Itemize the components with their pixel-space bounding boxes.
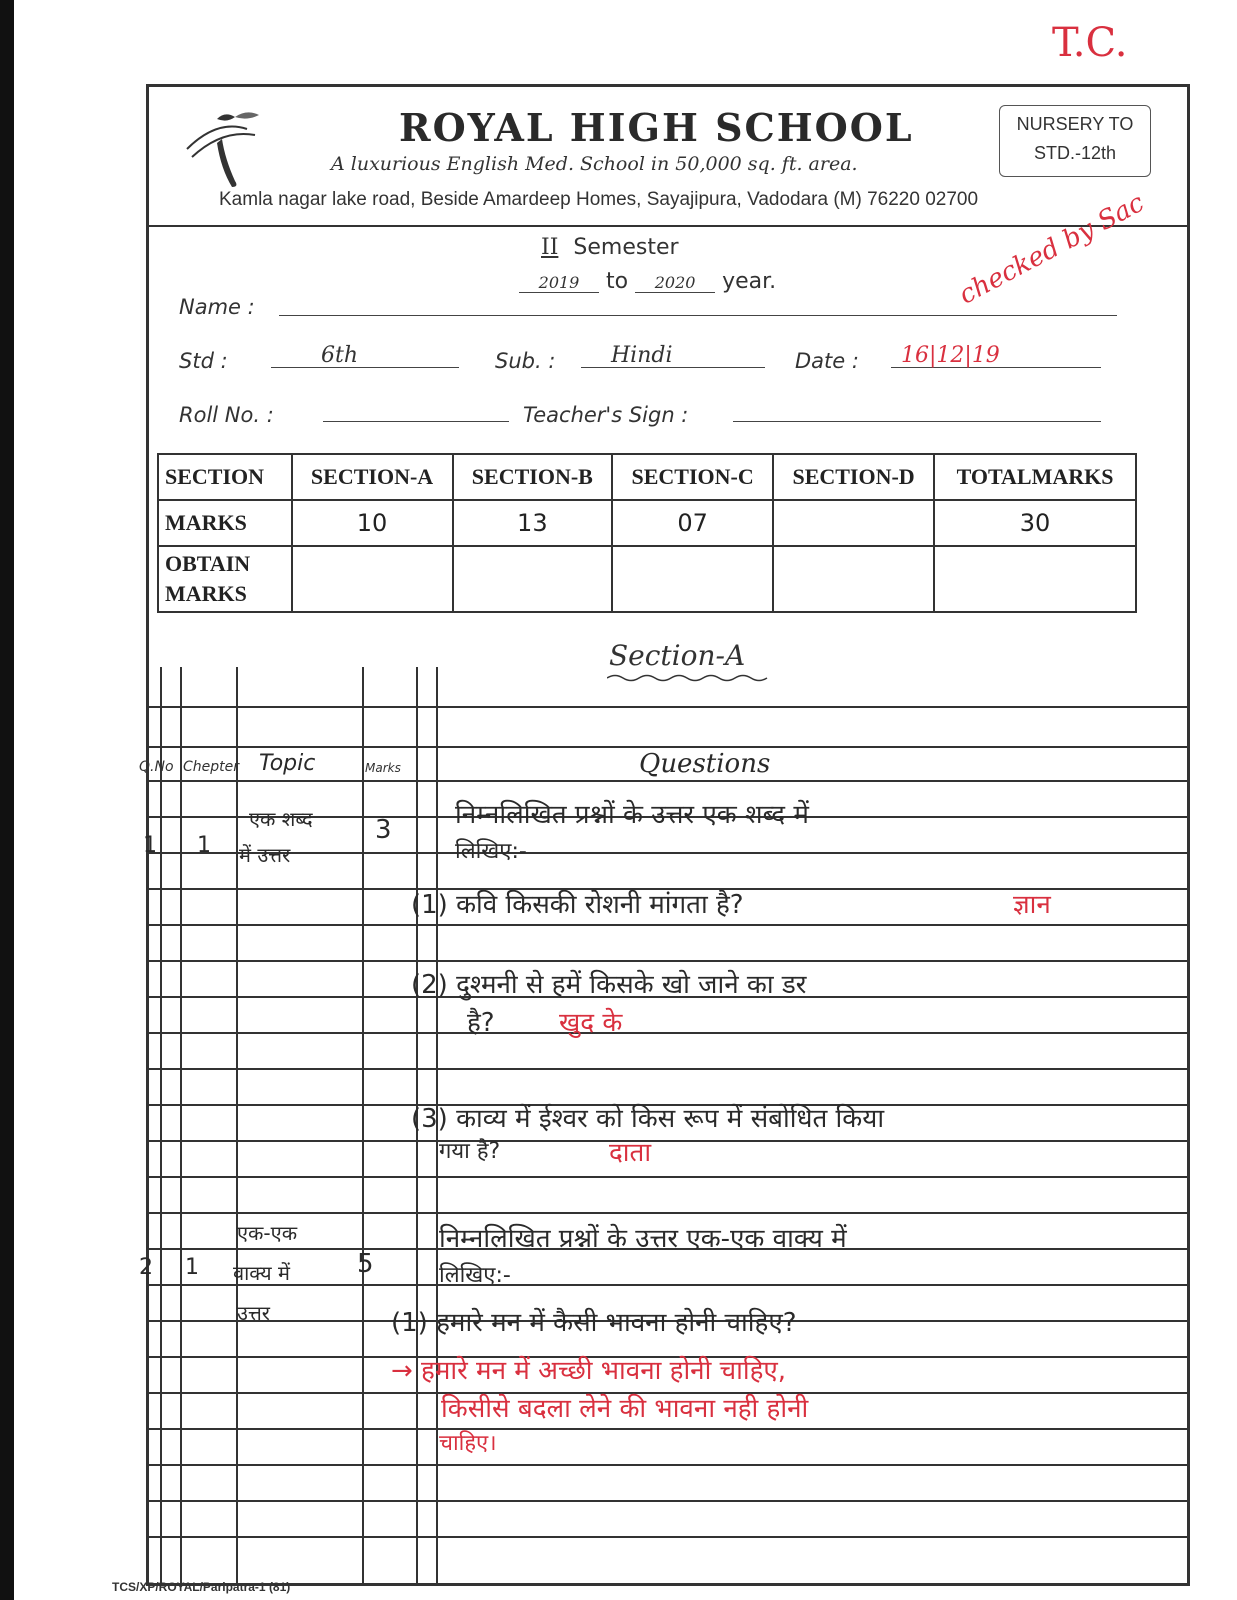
section-title: Section-A <box>609 639 746 672</box>
q2-topic-line3: उत्तर <box>237 1301 270 1325</box>
scan-edge <box>0 0 14 1600</box>
marks-cell <box>773 500 934 546</box>
form-code: TCS/XP/ROYAL/Paripatra-1 (81) <box>112 1580 291 1594</box>
year-to-label: to <box>606 269 629 294</box>
marks-header-cell: TOTALMARKS <box>934 454 1136 500</box>
chapter-header: Chepter <box>183 759 240 775</box>
q2-answer-line1: → हमारे मन में अच्छी भावना होनी चाहिए, <box>391 1356 787 1386</box>
q2-chapter: 1 <box>185 1255 199 1280</box>
marks-row <box>158 500 1136 546</box>
marks-header-cell: SECTION <box>158 454 292 500</box>
obtained-cell[interactable] <box>934 546 1136 612</box>
std-label: Std : <box>179 349 228 373</box>
marks-cell: 10 <box>292 500 453 546</box>
q1-topic-line2: में उत्तर <box>239 843 291 867</box>
date-field[interactable]: 16|12|19 <box>891 343 1101 368</box>
year-label: year. <box>722 269 777 294</box>
roll-field[interactable] <box>323 397 509 422</box>
year-from: 2019 <box>519 273 599 293</box>
subject-field[interactable]: Hindi <box>581 343 765 368</box>
q1-answer3: दाता <box>609 1138 652 1168</box>
teacher-sign-label: Teacher's Sign : <box>523 403 689 427</box>
q2-answer-line2: किसीसे बदला लेने की भावना नही होनी <box>441 1394 809 1424</box>
year-to: 2020 <box>635 273 715 293</box>
semester-number: II <box>541 235 559 260</box>
q2-answer-line3: चाहिए। <box>439 1431 497 1456</box>
q1-prompt-line2: लिखिए:- <box>455 839 527 864</box>
qno-header: Q.No <box>139 759 174 775</box>
semester-label: Semester <box>573 235 679 260</box>
marks-header: Marks <box>365 761 401 775</box>
std-range-line2: STD.-12th <box>1033 143 1117 163</box>
school-header <box>149 87 1187 227</box>
marks-header-cell: SECTION-A <box>292 454 453 500</box>
school-logo-icon <box>177 109 267 189</box>
topic-header: Topic <box>259 751 316 776</box>
q1-chapter: 1 <box>197 833 211 858</box>
q2-prompt-line1: निम्नलिखित प्रश्नों के उत्तर एक-एक वाक्य में <box>439 1224 847 1254</box>
marks-table <box>157 453 1137 613</box>
obtained-label-line2: MARKS <box>165 581 247 606</box>
std-range-line1: NURSERY TO <box>1016 114 1134 134</box>
marks-header-row <box>158 454 1136 500</box>
q2-topic-line1: एक-एक <box>237 1221 298 1245</box>
obtained-marks-label <box>158 546 292 612</box>
q1-answer2: खुद के <box>559 1008 623 1038</box>
std-field[interactable]: 6th <box>271 343 459 368</box>
teacher-sign-field[interactable] <box>733 397 1101 422</box>
school-tagline: A luxurious English Med. School in 50,000 sq. ft. area. <box>331 153 858 175</box>
marks-header-cell: SECTION-C <box>612 454 773 500</box>
std-range-box <box>999 105 1151 177</box>
q1-answer1: ज्ञान <box>1013 890 1051 920</box>
q1-prompt-line1: निम्नलिखित प्रश्नों के उत्तर एक शब्द में <box>455 800 809 830</box>
name-field[interactable] <box>279 291 1117 316</box>
name-label: Name : <box>179 295 255 319</box>
obtained-cell[interactable] <box>453 546 613 612</box>
marks-cell: 07 <box>612 500 773 546</box>
semester-title <box>541 235 679 260</box>
obtained-label-line1: OBTAIN <box>165 551 251 576</box>
q2-prompt-line2: लिखिए:- <box>439 1263 511 1288</box>
q1-sub2-line2: है? <box>467 1008 495 1038</box>
q1-topic-line1: एक शब्द <box>249 807 313 831</box>
q2-marks: 5 <box>357 1249 374 1279</box>
q2-topic-line2: वाक्य में <box>233 1261 290 1285</box>
date-label: Date : <box>795 349 859 373</box>
q1-number: 1 <box>143 833 157 858</box>
marks-header-cell: SECTION-D <box>773 454 934 500</box>
q1-sub3: (3) काव्य में ईश्वर को किस रूप में संबोधित किया <box>411 1104 885 1134</box>
q1-sub1: (1) कवि किसकी रोशनी मांगता है? <box>411 890 744 920</box>
subject-label: Sub. : <box>495 349 556 373</box>
q1-sub2: (2) दुश्मनी से हमें किसके खो जाने का डर <box>411 970 807 1000</box>
exam-sheet <box>139 84 1190 1586</box>
q1-sub3-line2: गया है? <box>439 1139 501 1164</box>
school-address: Kamla nagar lake road, Beside Amardeep Homes, Sayajipura, Vadodara (M) 76220 02700 <box>219 189 979 210</box>
q2-sub1: (1) हमारे मन में कैसी भावना होनी चाहिए? <box>391 1308 797 1338</box>
obtained-cell[interactable] <box>773 546 934 612</box>
obtained-cell[interactable] <box>612 546 773 612</box>
marks-header-cell: SECTION-B <box>453 454 613 500</box>
question-grid <box>139 667 1187 1583</box>
marks-row-label: MARKS <box>158 500 292 546</box>
roll-label: Roll No. : <box>179 403 274 427</box>
marks-cell: 30 <box>934 500 1136 546</box>
questions-header: Questions <box>639 749 771 779</box>
checked-by-note: checked by Sac <box>954 187 1150 311</box>
q2-number: 2 <box>139 1255 153 1280</box>
school-name: ROYAL HIGH SCHOOL <box>399 105 914 150</box>
obtained-marks-row <box>158 546 1136 612</box>
q1-marks: 3 <box>375 815 392 845</box>
obtained-cell[interactable] <box>292 546 453 612</box>
corner-note: T.C. <box>1052 20 1128 66</box>
marks-cell: 13 <box>453 500 613 546</box>
